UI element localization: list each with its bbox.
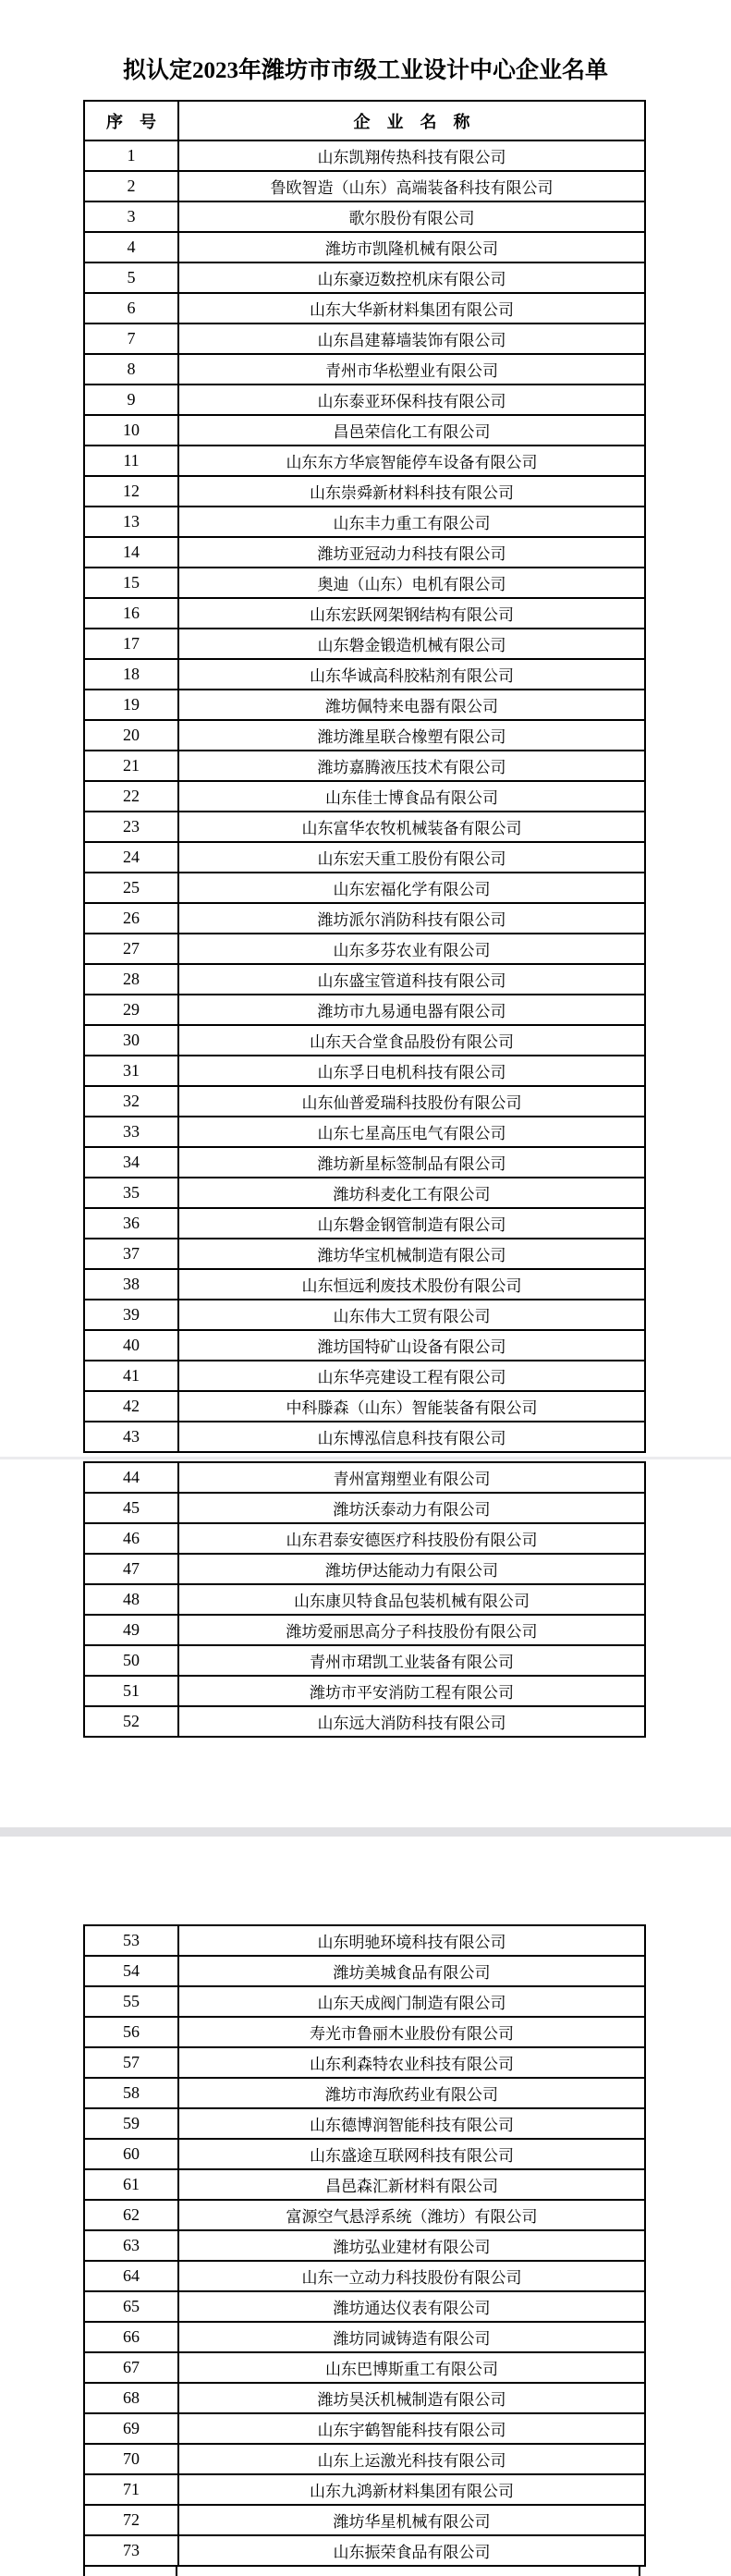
table-row	[84, 2322, 645, 2352]
row-company-name: 山东明驰环境科技有限公司	[178, 1925, 645, 1956]
row-serial-number: 42	[84, 1391, 178, 1422]
table-row	[84, 629, 645, 659]
table-row	[84, 1147, 645, 1178]
row-company-name: 山东华诚高科胶粘剂有限公司	[178, 659, 645, 690]
row-company-name: 潍坊市平安消防工程有限公司	[178, 1676, 645, 1706]
row-company-name: 歌尔股份有限公司	[178, 201, 645, 232]
row-company-name: 潍坊美城食品有限公司	[178, 1956, 645, 1986]
table-header-row	[84, 101, 645, 140]
table-row	[84, 1361, 645, 1391]
row-company-name: 潍坊科麦化工有限公司	[178, 1178, 645, 1208]
row-company-name: 潍坊市凯隆机械有限公司	[178, 232, 645, 262]
table-row	[84, 1706, 645, 1737]
table-row	[84, 659, 645, 690]
table-row	[84, 385, 645, 415]
table-body-page-1	[84, 140, 645, 1452]
table-row	[84, 293, 645, 324]
row-serial-number: 57	[84, 2047, 178, 2078]
table-row	[84, 1554, 645, 1584]
row-serial-number: 61	[84, 2169, 178, 2200]
table-row	[84, 1208, 645, 1239]
table-row	[84, 1493, 645, 1523]
table-row	[84, 324, 645, 354]
row-company-name: 昌邑荣信化工有限公司	[178, 415, 645, 446]
row-serial-number: 15	[84, 568, 178, 598]
row-company-name: 潍坊伊达能动力有限公司	[178, 1554, 645, 1584]
row-company-name: 山东凯翔传热科技有限公司	[178, 140, 645, 171]
row-serial-number: 43	[84, 1422, 178, 1452]
table-row	[84, 1956, 645, 1986]
row-company-name: 山东巴博斯重工有限公司	[178, 2352, 645, 2383]
row-company-name: 潍坊市九易通电器有限公司	[178, 995, 645, 1025]
row-serial-number: 70	[84, 2444, 178, 2474]
row-company-name: 山东盛宝管道科技有限公司	[178, 964, 645, 995]
row-company-name: 潍坊弘业建材有限公司	[178, 2230, 645, 2261]
row-serial-number: 9	[84, 385, 178, 415]
row-serial-number: 31	[84, 1056, 178, 1086]
row-company-name: 潍坊市海欣药业有限公司	[178, 2078, 645, 2108]
row-serial-number: 41	[84, 1361, 178, 1391]
table-row	[84, 1986, 645, 2017]
row-company-name: 山东上运激光科技有限公司	[178, 2444, 645, 2474]
table-row	[84, 1645, 645, 1676]
partial-row-right-border	[639, 2566, 640, 2576]
row-serial-number: 29	[84, 995, 178, 1025]
row-company-name: 山东富华农牧机械装备有限公司	[178, 812, 645, 842]
row-serial-number: 54	[84, 1956, 178, 1986]
table-row	[84, 842, 645, 873]
row-company-name: 山东泰亚环保科技有限公司	[178, 385, 645, 415]
row-company-name: 山东伟大工贸有限公司	[178, 1300, 645, 1330]
table-row	[84, 1523, 645, 1554]
table-row	[84, 903, 645, 934]
row-serial-number: 60	[84, 2139, 178, 2169]
table-row	[84, 446, 645, 476]
row-serial-number: 50	[84, 1645, 178, 1676]
table-row	[84, 781, 645, 812]
table-row	[84, 262, 645, 293]
row-company-name: 山东恒远利废技术股份有限公司	[178, 1269, 645, 1300]
row-serial-number: 67	[84, 2352, 178, 2383]
table-row	[84, 1615, 645, 1645]
table-row	[84, 507, 645, 537]
table-row	[84, 2047, 645, 2078]
table-row	[84, 2352, 645, 2383]
row-company-name: 潍坊昊沃机械制造有限公司	[178, 2383, 645, 2413]
row-company-name: 潍坊亚冠动力科技有限公司	[178, 537, 645, 568]
row-company-name: 山东丰力重工有限公司	[178, 507, 645, 537]
table-row	[84, 1300, 645, 1330]
table-row	[84, 2413, 645, 2444]
table-row	[84, 1676, 645, 1706]
row-serial-number: 24	[84, 842, 178, 873]
row-company-name: 山东远大消防科技有限公司	[178, 1706, 645, 1737]
row-serial-number: 40	[84, 1330, 178, 1361]
table-row	[84, 1025, 645, 1056]
table-row	[84, 537, 645, 568]
table-row	[84, 1584, 645, 1615]
row-company-name: 潍坊通达仪表有限公司	[178, 2291, 645, 2322]
table-row	[84, 1462, 645, 1493]
table-row	[84, 2078, 645, 2108]
row-company-name: 山东华亮建设工程有限公司	[178, 1361, 645, 1391]
row-company-name: 富源空气悬浮系统（潍坊）有限公司	[178, 2200, 645, 2230]
table-row	[84, 568, 645, 598]
row-company-name: 山东振荣食品有限公司	[178, 2535, 645, 2566]
page-divider-line	[0, 1457, 731, 1459]
row-serial-number: 51	[84, 1676, 178, 1706]
row-serial-number: 12	[84, 476, 178, 507]
row-serial-number: 28	[84, 964, 178, 995]
row-serial-number: 47	[84, 1554, 178, 1584]
table-row	[84, 995, 645, 1025]
row-company-name: 青州富翔塑业有限公司	[178, 1462, 645, 1493]
row-company-name: 山东孚日电机科技有限公司	[178, 1056, 645, 1086]
row-serial-number: 34	[84, 1147, 178, 1178]
row-serial-number: 62	[84, 2200, 178, 2230]
table-row	[84, 812, 645, 842]
row-serial-number: 37	[84, 1239, 178, 1269]
row-serial-number: 4	[84, 232, 178, 262]
row-serial-number: 5	[84, 262, 178, 293]
row-serial-number: 3	[84, 201, 178, 232]
table-row	[84, 1086, 645, 1117]
company-table-page-1	[83, 100, 646, 1453]
row-serial-number: 14	[84, 537, 178, 568]
row-serial-number: 64	[84, 2261, 178, 2291]
row-serial-number: 19	[84, 690, 178, 720]
row-company-name: 潍坊国特矿山设备有限公司	[178, 1330, 645, 1361]
row-company-name: 山东君泰安德医疗科技股份有限公司	[178, 1523, 645, 1554]
table-row	[84, 2139, 645, 2169]
row-company-name: 山东佳士博食品有限公司	[178, 781, 645, 812]
table-row	[84, 751, 645, 781]
table-row	[84, 1422, 645, 1452]
row-company-name: 山东宏福化学有限公司	[178, 873, 645, 903]
row-serial-number: 44	[84, 1462, 178, 1493]
row-serial-number: 10	[84, 415, 178, 446]
row-serial-number: 56	[84, 2017, 178, 2047]
row-serial-number: 18	[84, 659, 178, 690]
table-row	[84, 232, 645, 262]
table-row	[84, 2017, 645, 2047]
header-company-name: 企 业 名 称	[178, 101, 645, 140]
company-table-page-2	[83, 1461, 646, 1738]
row-serial-number: 55	[84, 1986, 178, 2017]
row-serial-number: 22	[84, 781, 178, 812]
row-company-name: 青州市华松塑业有限公司	[178, 354, 645, 385]
row-serial-number: 71	[84, 2474, 178, 2505]
row-company-name: 山东宏跃网架钢结构有限公司	[178, 598, 645, 629]
row-company-name: 山东东方华宸智能停车设备有限公司	[178, 446, 645, 476]
row-company-name: 潍坊潍星联合橡塑有限公司	[178, 720, 645, 751]
row-company-name: 山东一立动力科技股份有限公司	[178, 2261, 645, 2291]
row-serial-number: 65	[84, 2291, 178, 2322]
table-row	[84, 1391, 645, 1422]
row-company-name: 潍坊华宝机械制造有限公司	[178, 1239, 645, 1269]
row-company-name: 山东博泓信息科技有限公司	[178, 1422, 645, 1452]
table-row	[84, 1056, 645, 1086]
row-company-name: 山东磐金锻造机械有限公司	[178, 629, 645, 659]
table-row	[84, 2169, 645, 2200]
row-serial-number: 46	[84, 1523, 178, 1554]
company-table-page-3	[83, 1924, 646, 2567]
row-serial-number: 7	[84, 324, 178, 354]
row-company-name: 寿光市鲁丽木业股份有限公司	[178, 2017, 645, 2047]
table-row	[84, 2261, 645, 2291]
row-company-name: 潍坊爱丽思高分子科技股份有限公司	[178, 1615, 645, 1645]
row-company-name: 山东盛途互联网科技有限公司	[178, 2139, 645, 2169]
table-row	[84, 1330, 645, 1361]
table-row	[84, 354, 645, 385]
row-serial-number: 1	[84, 140, 178, 171]
row-serial-number: 32	[84, 1086, 178, 1117]
table-row	[84, 2200, 645, 2230]
table-row	[84, 1239, 645, 1269]
row-serial-number: 27	[84, 934, 178, 964]
row-serial-number: 68	[84, 2383, 178, 2413]
table-row	[84, 2383, 645, 2413]
row-serial-number: 6	[84, 293, 178, 324]
row-company-name: 鲁欧智造（山东）高端装备科技有限公司	[178, 171, 645, 201]
row-company-name: 山东康贝特食品包装机械有限公司	[178, 1584, 645, 1615]
row-serial-number: 45	[84, 1493, 178, 1523]
row-serial-number: 8	[84, 354, 178, 385]
row-serial-number: 66	[84, 2322, 178, 2352]
table-row	[84, 2230, 645, 2261]
table-row	[84, 2474, 645, 2505]
row-serial-number: 63	[84, 2230, 178, 2261]
table-row	[84, 2505, 645, 2535]
row-serial-number: 26	[84, 903, 178, 934]
row-company-name: 奥迪（山东）电机有限公司	[178, 568, 645, 598]
row-serial-number: 59	[84, 2108, 178, 2139]
table-row	[84, 2108, 645, 2139]
table-row	[84, 1178, 645, 1208]
row-serial-number: 30	[84, 1025, 178, 1056]
table-row	[84, 2535, 645, 2566]
row-company-name: 山东崇舜新材料科技有限公司	[178, 476, 645, 507]
row-company-name: 潍坊派尔消防科技有限公司	[178, 903, 645, 934]
row-serial-number: 35	[84, 1178, 178, 1208]
table-row	[84, 1925, 645, 1956]
page-separator-band	[0, 1827, 731, 1837]
table-row	[84, 2291, 645, 2322]
row-serial-number: 23	[84, 812, 178, 842]
row-company-name: 山东豪迈数控机床有限公司	[178, 262, 645, 293]
table-row	[84, 598, 645, 629]
row-company-name: 山东昌建幕墙装饰有限公司	[178, 324, 645, 354]
row-company-name: 山东宏天重工股份有限公司	[178, 842, 645, 873]
table-row	[84, 1117, 645, 1147]
row-company-name: 山东德博润智能科技有限公司	[178, 2108, 645, 2139]
row-serial-number: 21	[84, 751, 178, 781]
row-company-name: 潍坊同诚铸造有限公司	[178, 2322, 645, 2352]
table-row	[84, 964, 645, 995]
row-serial-number: 69	[84, 2413, 178, 2444]
row-serial-number: 2	[84, 171, 178, 201]
row-company-name: 潍坊沃泰动力有限公司	[178, 1493, 645, 1523]
table-body-page-3	[84, 1925, 645, 2566]
row-serial-number: 36	[84, 1208, 178, 1239]
row-company-name: 山东天合堂食品股份有限公司	[178, 1025, 645, 1056]
table-row	[84, 476, 645, 507]
partial-row-divider-border	[176, 2566, 177, 2576]
table-row	[84, 690, 645, 720]
row-company-name: 青州市珺凯工业装备有限公司	[178, 1645, 645, 1676]
row-serial-number: 48	[84, 1584, 178, 1615]
header-serial-number: 序 号	[84, 101, 178, 140]
row-company-name: 山东天成阀门制造有限公司	[178, 1986, 645, 2017]
row-serial-number: 49	[84, 1615, 178, 1645]
row-company-name: 潍坊佩特来电器有限公司	[178, 690, 645, 720]
row-serial-number: 73	[84, 2535, 178, 2566]
page-title: 拟认定2023年潍坊市市级工业设计中心企业名单	[122, 58, 608, 83]
table-row	[84, 720, 645, 751]
row-serial-number: 13	[84, 507, 178, 537]
table-row	[84, 934, 645, 964]
row-serial-number: 33	[84, 1117, 178, 1147]
row-serial-number: 39	[84, 1300, 178, 1330]
row-company-name: 潍坊嘉腾液压技术有限公司	[178, 751, 645, 781]
table-row	[84, 415, 645, 446]
row-serial-number: 53	[84, 1925, 178, 1956]
row-company-name: 山东多芬农业有限公司	[178, 934, 645, 964]
row-company-name: 昌邑森汇新材料有限公司	[178, 2169, 645, 2200]
row-company-name: 山东大华新材料集团有限公司	[178, 293, 645, 324]
row-serial-number: 17	[84, 629, 178, 659]
table-row	[84, 2444, 645, 2474]
row-serial-number: 11	[84, 446, 178, 476]
table-row	[84, 1269, 645, 1300]
row-serial-number: 25	[84, 873, 178, 903]
table-row	[84, 171, 645, 201]
row-serial-number: 38	[84, 1269, 178, 1300]
row-company-name: 潍坊华星机械有限公司	[178, 2505, 645, 2535]
row-serial-number: 72	[84, 2505, 178, 2535]
row-company-name: 山东磐金钢管制造有限公司	[178, 1208, 645, 1239]
row-serial-number: 16	[84, 598, 178, 629]
partial-row-left-border	[83, 2566, 85, 2576]
table-row	[84, 140, 645, 171]
row-company-name: 山东七星高压电气有限公司	[178, 1117, 645, 1147]
row-company-name: 山东利森特农业科技有限公司	[178, 2047, 645, 2078]
row-serial-number: 20	[84, 720, 178, 751]
table-row	[84, 201, 645, 232]
row-serial-number: 52	[84, 1706, 178, 1737]
table-body-page-2	[84, 1462, 645, 1737]
row-company-name: 中科滕森（山东）智能装备有限公司	[178, 1391, 645, 1422]
row-serial-number: 58	[84, 2078, 178, 2108]
row-company-name: 山东宇鹤智能科技有限公司	[178, 2413, 645, 2444]
table-row	[84, 873, 645, 903]
row-company-name: 山东九鸿新材料集团有限公司	[178, 2474, 645, 2505]
row-company-name: 山东仙普爱瑞科技股份有限公司	[178, 1086, 645, 1117]
row-company-name: 潍坊新星标签制品有限公司	[178, 1147, 645, 1178]
